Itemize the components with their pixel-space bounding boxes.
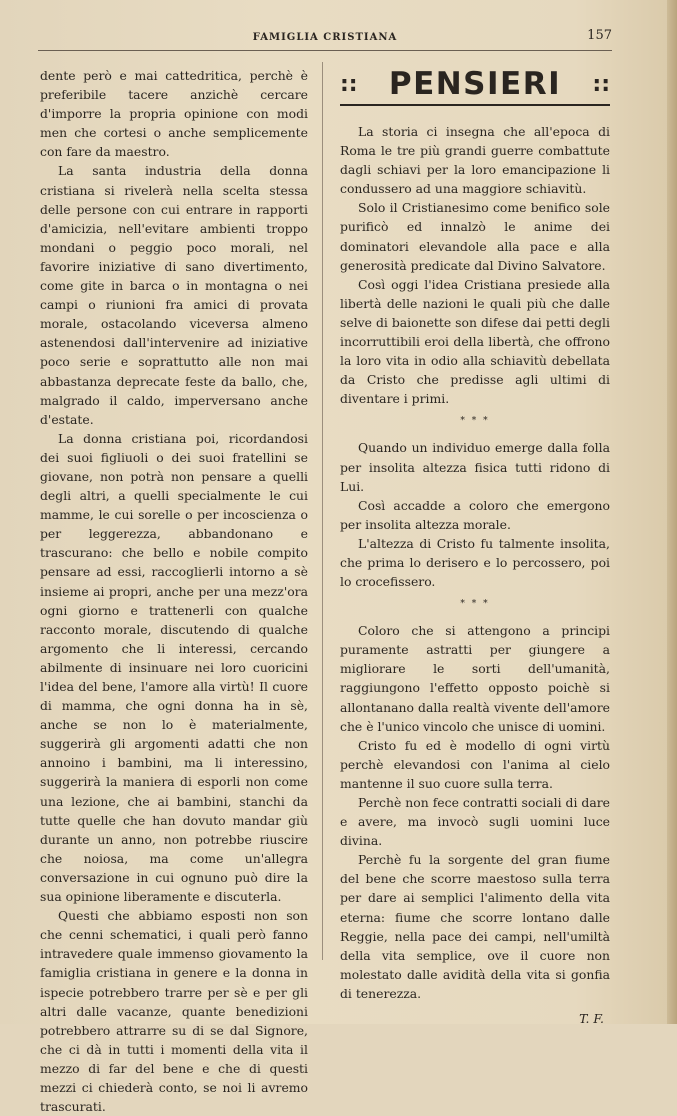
right-paragraph-4: Quando un individuo emerge dalla folla per insolita altezza fisica tutti ridono di Lui. (340, 440, 610, 494)
right-paragraph-10: Perchè fu la sorgente del gran fiume del bene che scorre maestoso sulla terra per dare ai semplici l'alimento della vita eterna: fiume che scorre lontano dalle Reggie, nella pace dei campi, nell'umiltà della vita semplice, ove il cuore non molestato dalle avidità della vita si gonfia di tenerezza. (340, 852, 610, 1001)
right-column (340, 122, 610, 1028)
page-edge-shadow (667, 0, 677, 1024)
right-paragraph-2: Solo il Cristianesimo come benifico sole purificò ed innalzò le anime dei dominatori elevandole alla pace e alla generosità predicate dal Divino Salvatore. (340, 200, 610, 273)
separator-2: * * * (460, 599, 490, 610)
page-number: 157 (587, 28, 612, 43)
right-paragraph-9: Perchè non fece contratti sociali di dare e avere, ma invocò sugli uomini luce divina. (340, 795, 610, 849)
left-paragraph-3: La donna cristiana poi, ricordandosi dei suoi figliuoli o dei suoi fratellini se giovane, non potrà non pensare a quelli degli altri, a quelli specialmente le cui mamme, le cui sorelle o per incoscienza o per leggerezza, abbandonano e trascurano: che bello e nobile compito pensare ad essi, raccoglierli intorno a sè insieme ai propri, anche per una mezz'ora ogni giorno e trattenerli con qualche racconto morale, discutendo di qualche argomento che li interessi, cercando abilmente di insinuare nei loro cuoricini l'idea del bene, l'amore alla virtù! Il cuore di mamma, che ogni donna ha in sè, anche se non lo è materialmente, suggerirà gli argomenti adatti che non annoino i bambini, ma li interessino, suggerirà la maniera di esporli non come una lezione, che ai bambini, stanchi da tutte quelle che han dovuto mandar giù durante un anno, non potrebbe riuscire che noiosa, ma come un'allegra conversazione in cui ognuno può dire la sua opinione liberamente e discuterla. (40, 430, 308, 905)
right-paragraph-3: Così oggi l'idea Cristiana presiede alla libertà delle nazioni le quali più che dalle selve di baionette son difese dai petti degli incorruttibili eroi della libertà, che offrono la loro vita in odio alla schiavitù debellata da Cristo che predisse agli ultimi di diventare i primi. (340, 276, 610, 407)
left-paragraph-1: dente però e mai cattedritica, perchè è preferibile tacere anzichè cercare d'imporre la propria opinione con modi men che cortesi o anche semplicemente con fare da maestro. (40, 68, 308, 160)
right-paragraph-1: La storia ci insegna che all'epoca di Roma le tre più grandi guerre combattute dagli schiavi per la loro emancipazione li condussero ad una maggiore schiavitù. (340, 124, 610, 197)
left-paragraph-2: La santa industria della donna cristiana si rivelerà nella scelta stessa delle persone con cui entrare in rapporti d'amicizia, nell'evitare ambienti troppo mondani o peggio poco morali, nel favorire iniziative di sano divertimento, come gite in barca o in montagna o nei campi o riunioni fra amici di provata morale, ostacolando viceversa almeno astenendosi dall'intervenire ad iniziative poco serie e soprattutto alle non mai abbastanza deprecate feste da ballo, che, malgrado il caldo, imperversano anche d'estate. (40, 163, 308, 427)
right-paragraph-8: Cristo fu ed è modello di ogni virtù perchè elevandosi con l'anima al cielo mantenne il suo cuore sulla terra. (340, 737, 610, 791)
right-paragraph-7: Coloro che si attengono a principi puramente astratti per giungere a migliorare le sorti dell'umanità, raggiungono l'effetto opposto poichè si allontanano dalla realtà vivente dell'amore che è l'unico vincolo che unisce di uomini. (340, 623, 610, 734)
right-paragraph-6: L'altezza di Cristo fu talmente insolita, che prima lo derisero e lo percossero, poi lo crocefissero. (340, 535, 610, 590)
right-paragraph-5: Così accadde a coloro che emergono per insolita altezza morale. (340, 497, 610, 532)
section-heading (340, 64, 610, 106)
header-rule (38, 50, 612, 51)
running-title: FAMIGLIA CRISTIANA (252, 32, 398, 43)
author-signature: T. F. (579, 1011, 604, 1027)
column-divider (322, 62, 323, 960)
left-paragraph-4: Questi che abbiamo esposti non son che cenni schematici, i quali però fanno intravedere quale immenso giovamento la famiglia cristiana in genere e la donna in ispecie potrebbero trarre per sè e per gli altri dalle vacanze, quante benedizioni potrebbero attrarre su di se dal Signore, che ci dà in tutti i momenti della vita il mezzo di far del bene e che di questi mezzi ci chiederà conto, se noi li avremo trascurati. (40, 908, 308, 1115)
ornament-left: :: (340, 72, 358, 97)
separator-1: * * * (460, 416, 490, 427)
ornament-right: :: (592, 72, 610, 97)
page-header (38, 28, 612, 50)
left-column (40, 66, 308, 1116)
section-title: PENSIERI (388, 66, 562, 102)
